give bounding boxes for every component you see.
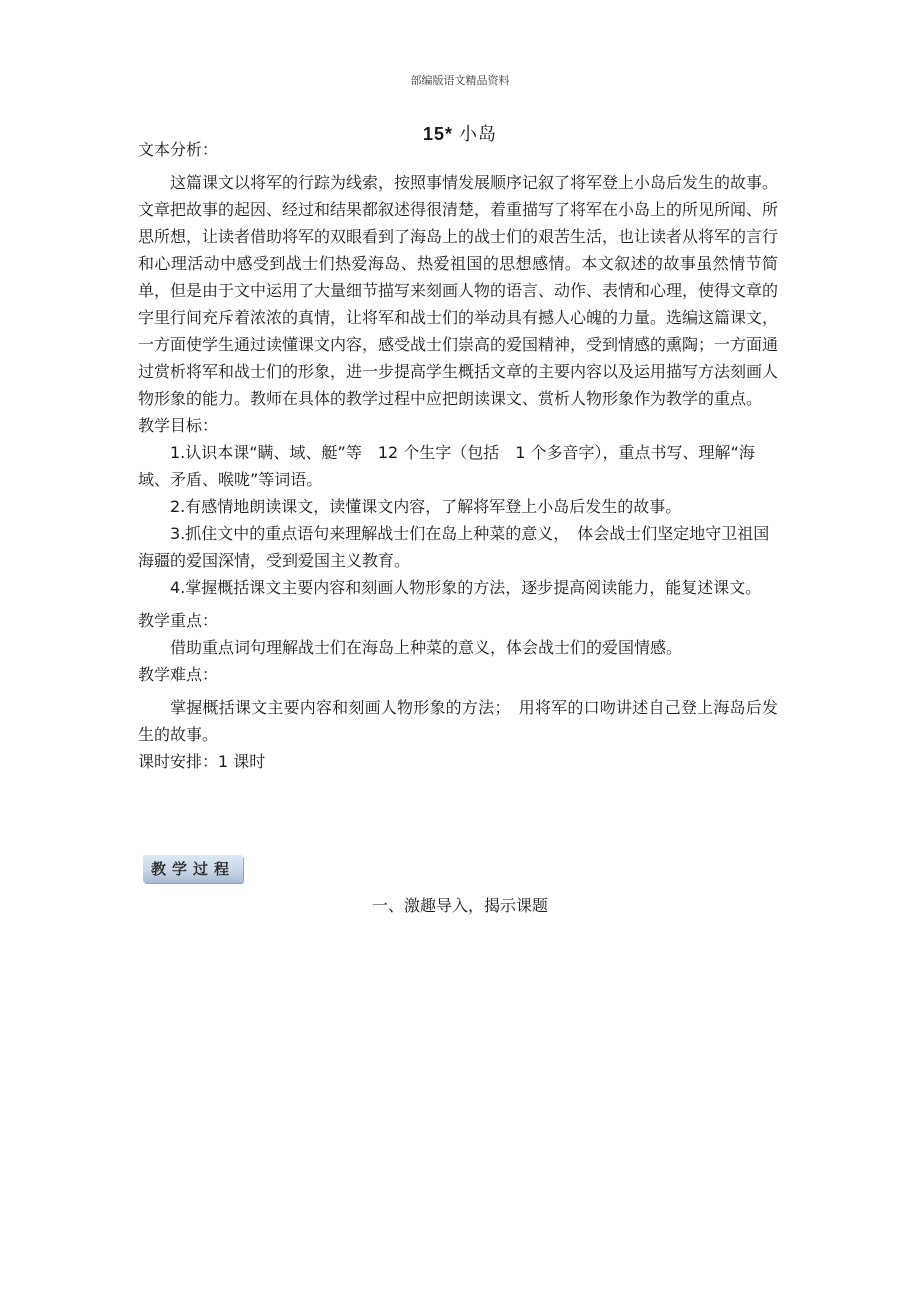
- step-one-heading: 一、激趣导入，揭示课题: [371, 896, 548, 915]
- difficulty-label: 教学难点：: [138, 665, 219, 684]
- focus-label: 教学重点：: [138, 611, 219, 630]
- lesson-name: 小岛: [459, 124, 498, 145]
- difficulty-text: 掌握概括课文主要内容和刻画人物形象的方法； 用将军的口吻讲述自己登上海岛后发生的故事。: [138, 698, 778, 744]
- page-header: 部编版语文精品资料: [410, 74, 510, 87]
- goals-label: 教学目标：: [138, 416, 219, 435]
- goal-item-3: 3.抓住文中的重点语句来理解战士们在岛上种菜的意义， 体会战士们坚定地守卫祖国海疆的爱国深情，受到爱国主义教育。: [138, 524, 770, 570]
- lesson-content: [138, 136, 778, 775]
- analysis-label: 文本分析：: [138, 140, 219, 159]
- schedule-text: 课时安排：1 课时: [138, 752, 266, 771]
- goal-item-2: 2.有感情地朗读课文，读懂课文内容，了解将军登上小岛后发生的故事。: [170, 497, 682, 516]
- focus-text: 借助重点词句理解战士们在海岛上种菜的意义，体会战士们的爱国情感。: [170, 638, 683, 657]
- goal-item-1: 1.认识本课“瞒、域、艇”等 12 个生字（包括 1 个多音字），重点书写、理解“海域、矛盾、喉咙”等词语。: [138, 443, 755, 489]
- lesson-number: 15*: [422, 124, 454, 144]
- teaching-process-label: 教学过程: [150, 860, 235, 878]
- teaching-process-badge: [143, 855, 243, 883]
- analysis-paragraph: 这篇课文以将军的行踪为线索，按照事情发展顺序记叙了将军登上小岛后发生的故事。文章把故事的起因、经过和结果都叙述得很清楚，着重描写了将军在小岛上的所见所闻、所思所想，让读者借助将军的双眼看到了海岛上的战士们的艰苦生活，也让读者从将军的言行和心理活动中感受到战士们热爱海岛、热爱祖国的思想感情。本文叙述的故事虽然情节简单，但是由于文中运用了大量细节描写来刻画人物的语言、动作、表情和心理，使得文章的字里行间充斥着浓浓的真情，让将军和战士们的举动具有撼人心魄的力量。选编这篇课文，一方面使学生通过读懂课文内容，感受战士们崇高的爱国精神，受到情感的熏陶；一方面通过赏析将军和战士们的形象，进一步提高学生概括文章的主要内容以及运用描写方法刻画人物形象的能力。教师在具体的教学过程中应把朗读课文、赏析人物形象作为教学的重点。: [138, 173, 779, 408]
- goal-item-4: 4.掌握概括课文主要内容和刻画人物形象的方法，逐步提高阅读能力，能复述课文。: [170, 578, 762, 597]
